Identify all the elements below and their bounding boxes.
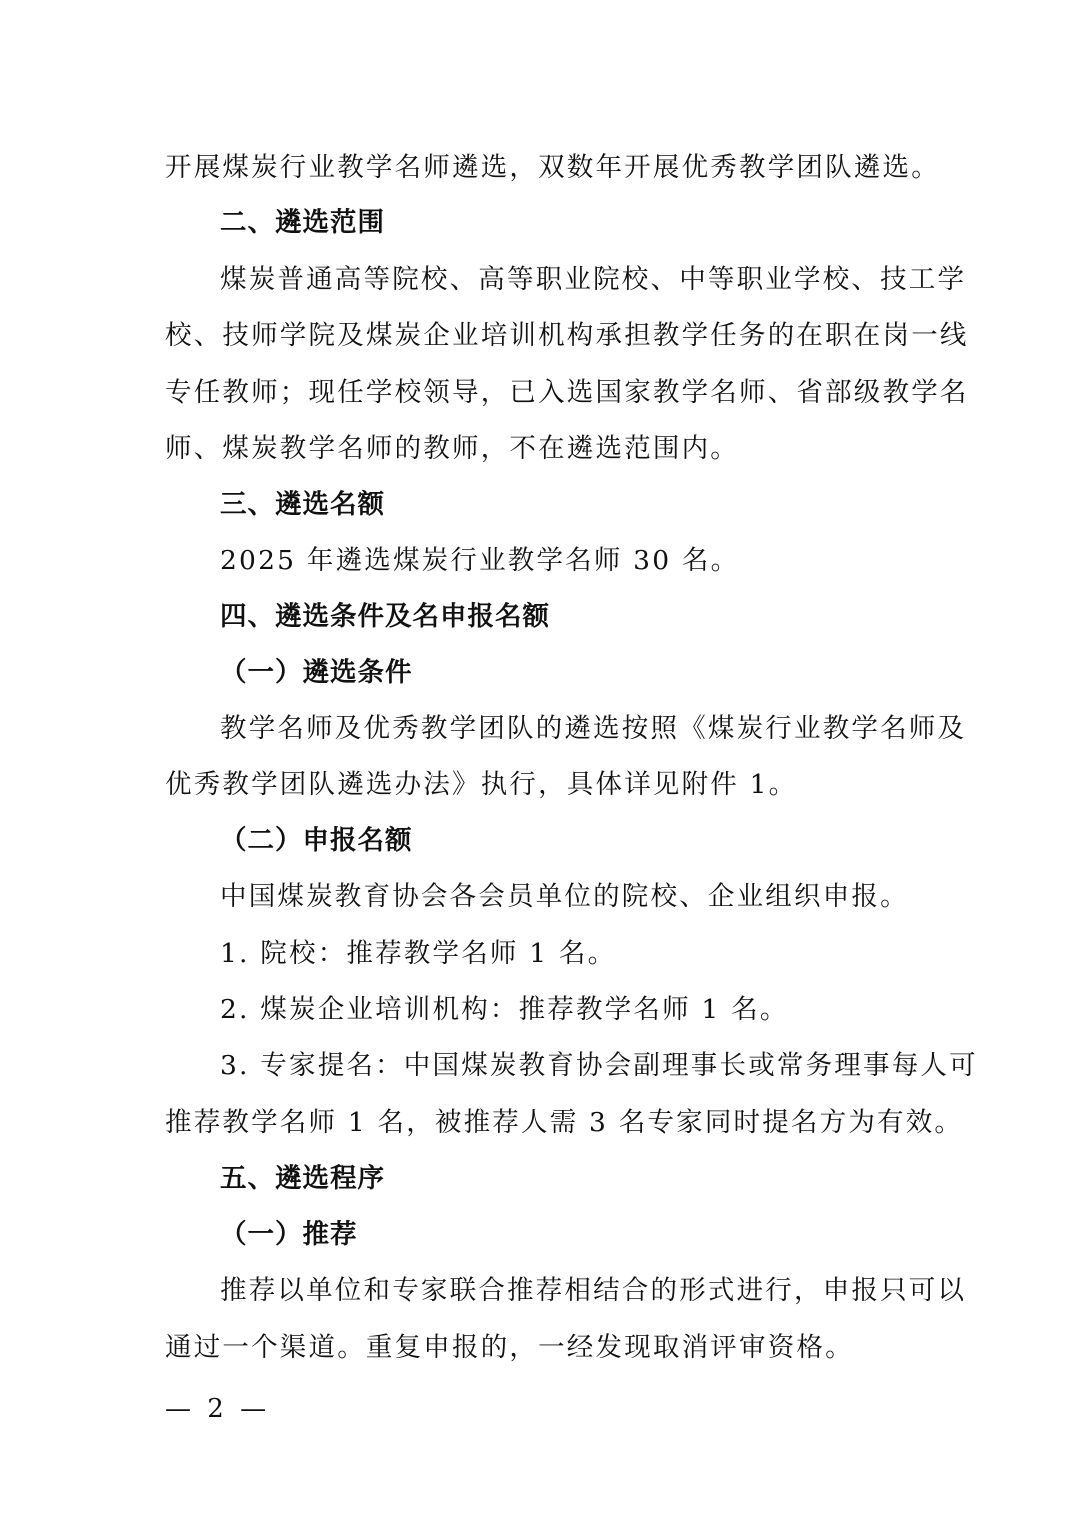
paragraph-line: 通过一个渠道。重复申报的，一经发现取消评审资格。 xyxy=(165,1332,854,1363)
paragraph-line: 教学名师及优秀教学团队的遴选按照《煤炭行业教学名师及 xyxy=(220,713,967,744)
paragraph-line: 2025 年遴选煤炭行业教学名师 30 名。 xyxy=(220,545,740,576)
list-item: 2. 煤炭企业培训机构：推荐教学名师 1 名。 xyxy=(220,994,789,1025)
paragraph-line: 师、煤炭教学名师的教师，不在遴选范围内。 xyxy=(165,433,739,464)
section-heading-conditions: 四、遴选条件及名申报名额 xyxy=(220,601,550,632)
section-heading-scope: 二、遴选范围 xyxy=(220,207,385,238)
subsection-heading-application-quota: （二）申报名额 xyxy=(220,825,413,856)
paragraph-line: 专任教师；现任学校领导，已入选国家教学名师、省部级教学名 xyxy=(165,377,969,408)
paragraph-line: 煤炭普通高等院校、高等职业院校、中等职业学校、技工学 xyxy=(220,264,967,295)
page-number: — 2 — xyxy=(165,1394,271,1424)
section-heading-quota: 三、遴选名额 xyxy=(220,489,385,520)
list-item: 1. 院校：推荐教学名师 1 名。 xyxy=(220,938,617,969)
paragraph-line: 推荐以单位和专家联合推荐相结合的形式进行，申报只可以 xyxy=(220,1275,967,1306)
subsection-heading-recommendation: （一）推荐 xyxy=(220,1219,358,1250)
paragraph-line: 推荐教学名师 1 名，被推荐人需 3 名专家同时提名方为有效。 xyxy=(165,1107,964,1138)
paragraph-line: 优秀教学团队遴选办法》执行，具体详见附件 1。 xyxy=(165,769,798,800)
paragraph-line: 中国煤炭教育协会各会员单位的院校、企业组织申报。 xyxy=(220,881,909,912)
list-item: 3. 专家提名：中国煤炭教育协会副理事长或常务理事每人可 xyxy=(220,1050,978,1081)
paragraph-line: 校、技师学院及煤炭企业培训机构承担教学任务的在职在岗一线 xyxy=(165,320,969,351)
section-heading-procedure: 五、遴选程序 xyxy=(220,1163,385,1194)
paragraph-line: 开展煤炭行业教学名师遴选，双数年开展优秀教学团队遴选。 xyxy=(165,152,940,183)
subsection-heading-conditions: （一）遴选条件 xyxy=(220,657,413,688)
